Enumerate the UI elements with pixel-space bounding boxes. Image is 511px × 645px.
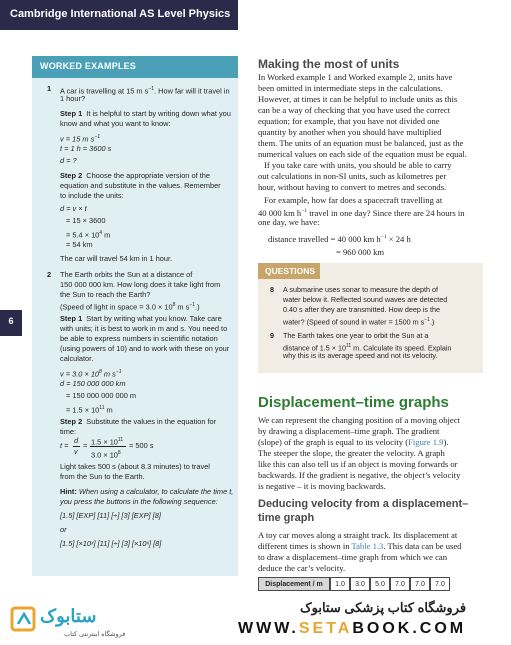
example-1-time: t = 1 h = 3600 s xyxy=(60,144,112,153)
units-calc-1: distance travelled = 40 000 km $h^{-1} \times 24$ h xyxy=(268,233,411,244)
displacement-line-4: The steeper the slope, the greater the velocity. A graph xyxy=(258,448,445,458)
displacement-line-6: backwards. If the gradient is negative, the object’s velocity xyxy=(258,470,461,480)
units-line-12: For example, how far does a spacecraft travelling at xyxy=(264,195,443,205)
example-2-distance: d = 150 000 000 km xyxy=(60,379,126,388)
example-2-distance-sci: = $1.5 \times 10^{11}$ m xyxy=(66,405,113,415)
fraction-equals: = xyxy=(83,441,88,450)
questions-tab xyxy=(258,263,320,279)
example-2-question-line-4: (Speed of light in space = $3.0 \times 10^8$ m $s^{-1}$.) xyxy=(60,302,200,312)
question-8-line-4: water? (Speed of sound in water = 1500 m $s^{-1}$.) xyxy=(283,317,435,327)
table-header-displacement: Displacement / m xyxy=(258,577,330,591)
example-2-step-1-line-3: be able to express numbers in scientific notation xyxy=(60,334,218,343)
question-9-line-1: The Earth takes one year to orbit the Sun at a xyxy=(283,331,429,340)
page-number-tab xyxy=(0,310,22,336)
table-cell: 7.0 xyxy=(390,577,410,591)
example-1-question-line-2: 1 hour? xyxy=(60,94,86,103)
fraction-2-denominator: $3.0 \times 10^8$ xyxy=(91,450,121,460)
units-line-6: quantity by another when you should have multiplied xyxy=(258,127,442,137)
example-1-equation-step-2: = 15 × 3600 xyxy=(66,216,106,225)
units-line-7: them. The units of an equation must be balanced, just as the xyxy=(258,138,464,148)
example-1-step-2-line-3: to include the units: xyxy=(60,191,124,200)
example-2-step-2-line-2: time: xyxy=(60,427,77,436)
question-8-number: 8 xyxy=(270,285,274,294)
page-header xyxy=(0,0,511,30)
units-line-9: If you take care with units, you should be able to carry xyxy=(264,160,452,170)
example-2-answer-line-2: from the Sun to the Earth. xyxy=(60,472,145,481)
table-cell: 1.0 xyxy=(330,577,350,591)
example-2-question-line-3: the Sun to reach the Earth? xyxy=(60,290,151,299)
example-1-step-2: Step 2 Choose the appropriate version of the xyxy=(60,171,210,180)
displacement-heading: Displacement–time graphs xyxy=(258,394,449,411)
example-2-step-1-line-4: (using powers of 10) and to work with these on your xyxy=(60,344,230,353)
sequence-or: or xyxy=(60,525,67,534)
example-1-answer: The car will travel 54 km in 1 hour. xyxy=(60,254,173,263)
displacement-line-5: like this can also tell us if an object is moving forwards or xyxy=(258,459,458,469)
example-1-equation-step-3: = $5.4 \times 10^4$ m xyxy=(66,230,111,240)
setabook-logo-subtitle: فروشگاه اینترنتی کتاب xyxy=(64,631,126,638)
deducing-heading-line-1: Deducing velocity from a displacement– xyxy=(258,498,469,510)
table-cell: 3.0 xyxy=(350,577,370,591)
displacement-line-3: (slope) of the graph is equal to its velocity (Figure 1.9). xyxy=(258,437,449,447)
question-9-number: 9 xyxy=(270,331,274,340)
example-1-number: 1 xyxy=(47,84,52,93)
units-line-11: hour, without having to convert to metres and seconds. xyxy=(258,182,447,192)
example-2-distance-m: = 150 000 000 000 m xyxy=(66,391,137,400)
example-1-step-1-line-2: know and what you want to know: xyxy=(60,119,171,128)
table-cell: 7.0 xyxy=(430,577,450,591)
example-1-equation-step-4: = 54 km xyxy=(66,240,93,249)
units-heading: Making the most of units xyxy=(258,57,400,71)
units-line-10: out calculations in non-SI units, such as kilometres per xyxy=(258,171,447,181)
hint-line-1: Hint: When using a calculator, to calculate the time t, xyxy=(60,487,234,496)
table-1-3-link[interactable]: Table 1.3 xyxy=(351,541,384,551)
example-2-question-line-1: The Earth orbits the Sun at a distance of xyxy=(60,270,193,279)
calculator-sequence-2: [1.5] [×10ˣ] [11] [÷] [3] [×10ˣ] [8] xyxy=(60,539,162,548)
example-1-step-2-line-2: equation and substitute in the values. Remember xyxy=(60,181,221,190)
worked-examples-header xyxy=(32,56,238,78)
questions-heading: QUESTIONS xyxy=(265,266,316,276)
units-line-2: been omitted in intermediate steps in the calculations. xyxy=(258,83,443,93)
displacement-line-2: by drawing a displacement–time graph. The gradient xyxy=(258,426,440,436)
footer-url[interactable]: WWW.SETABOOK.COM xyxy=(238,620,467,637)
table-cell: 5.0 xyxy=(370,577,390,591)
fraction-1-denominator: v xyxy=(74,447,78,456)
deducing-line-1: A toy car moves along a straight track. Its displacement at xyxy=(258,530,458,540)
units-line-13: 40 000 km $h^{-1}$ travel in one day? Since there are 24 hours in xyxy=(258,207,465,218)
displacement-line-7: is negative – it is moving backwards. xyxy=(258,481,386,491)
displacement-line-1: We can represent the changing position of a moving object xyxy=(258,415,460,425)
header-title-block xyxy=(0,0,238,30)
example-2-step-1: Step 1 Start by writing what you know. Take care xyxy=(60,314,222,323)
hint-line-2: you press the buttons in the following sequence: xyxy=(60,497,218,506)
deducing-heading-line-2: time graph xyxy=(258,512,315,524)
fraction-1-numerator: d xyxy=(74,436,79,445)
example-1-question-line-1: A car is travelling at 15 m $s^{-1}$. How far will it travel in xyxy=(60,86,230,96)
units-line-5: equation; for example, that you have not divided one xyxy=(258,116,440,126)
units-line-1: In Worked example 1 and Worked example 2, units have xyxy=(258,72,453,82)
time-symbol: t = xyxy=(60,441,69,450)
example-1-step-1: Step 1 It is helpful to start by writing down what you xyxy=(60,109,231,118)
example-2-answer-line-1: Light takes 500 s (about 8.3 minutes) to travel xyxy=(60,462,210,471)
example-2-number: 2 xyxy=(47,270,52,279)
example-2-velocity: $v = 3.0 \times 10^8$ m $s^{-1}$ xyxy=(60,369,122,379)
table-cell: 7.0 xyxy=(410,577,430,591)
units-calc-2: = 960 000 km xyxy=(336,247,385,257)
example-2-step-1-line-2: with units; it is best to work in m and s. You need to xyxy=(60,324,228,333)
deducing-line-3: to draw a displacement–time graph from which we can xyxy=(258,552,447,562)
example-1-distance: d = ? xyxy=(60,156,77,165)
question-8-line-3: 0.40 s after they are transmitted. How deep is the xyxy=(283,305,441,314)
figure-1-9-link[interactable]: Figure 1.9 xyxy=(408,437,444,447)
deducing-line-4: deduce the car’s velocity. xyxy=(258,563,346,573)
worked-examples-heading: WORKED EXAMPLES xyxy=(40,61,137,71)
units-line-4: can be a way of checking that you have used the correct xyxy=(258,105,451,115)
units-line-14: one day, we have: xyxy=(258,217,320,227)
calculator-sequence-1: [1.5] [EXP] [11] [÷] [3] [EXP] [8] xyxy=(60,511,161,520)
fraction-2-numerator: $1.5 \times 10^{11}$ xyxy=(91,437,124,447)
example-1-equation: d = v × t xyxy=(60,204,87,213)
question-8-line-2: water below it. Reflected sound waves are detected xyxy=(283,295,448,304)
footer-shop-name: فروشگاه کتاب پزشکی ستابوک xyxy=(300,600,467,615)
page-number: 6 xyxy=(8,316,14,326)
example-2-question-line-2: 150 000 000 km. How long does it take light from xyxy=(60,280,221,289)
example-2-step-2: Step 2 Substitute the values in the equation for xyxy=(60,417,217,426)
deducing-line-2: different times is shown in Table 1.3. This data can be used xyxy=(258,541,462,551)
units-line-8: numerical values on each side of the equation must be equal. xyxy=(258,149,467,159)
question-9-line-2: distance of $1.5 \times 10^{11}$ m. Calculate its speed. Explain xyxy=(283,343,452,353)
fraction-2-bar xyxy=(90,446,126,447)
time-result: = 500 s xyxy=(129,441,154,450)
setabook-logo-text: ستابوک xyxy=(40,606,97,626)
book-title: Cambridge International AS Level Physics xyxy=(10,8,231,20)
example-2-step-1-line-5: calculator. xyxy=(60,354,94,363)
units-line-3: However, at times it can be helpful to include units as this xyxy=(258,94,458,104)
question-8-line-1: A submarine uses sonar to measure the depth of xyxy=(283,285,439,294)
question-9-line-3: why this is its average speed and not its velocity. xyxy=(283,351,438,360)
example-1-velocity: v = 15 m $s^{-1}$ xyxy=(60,134,101,144)
setabook-logo-icon xyxy=(10,604,40,634)
